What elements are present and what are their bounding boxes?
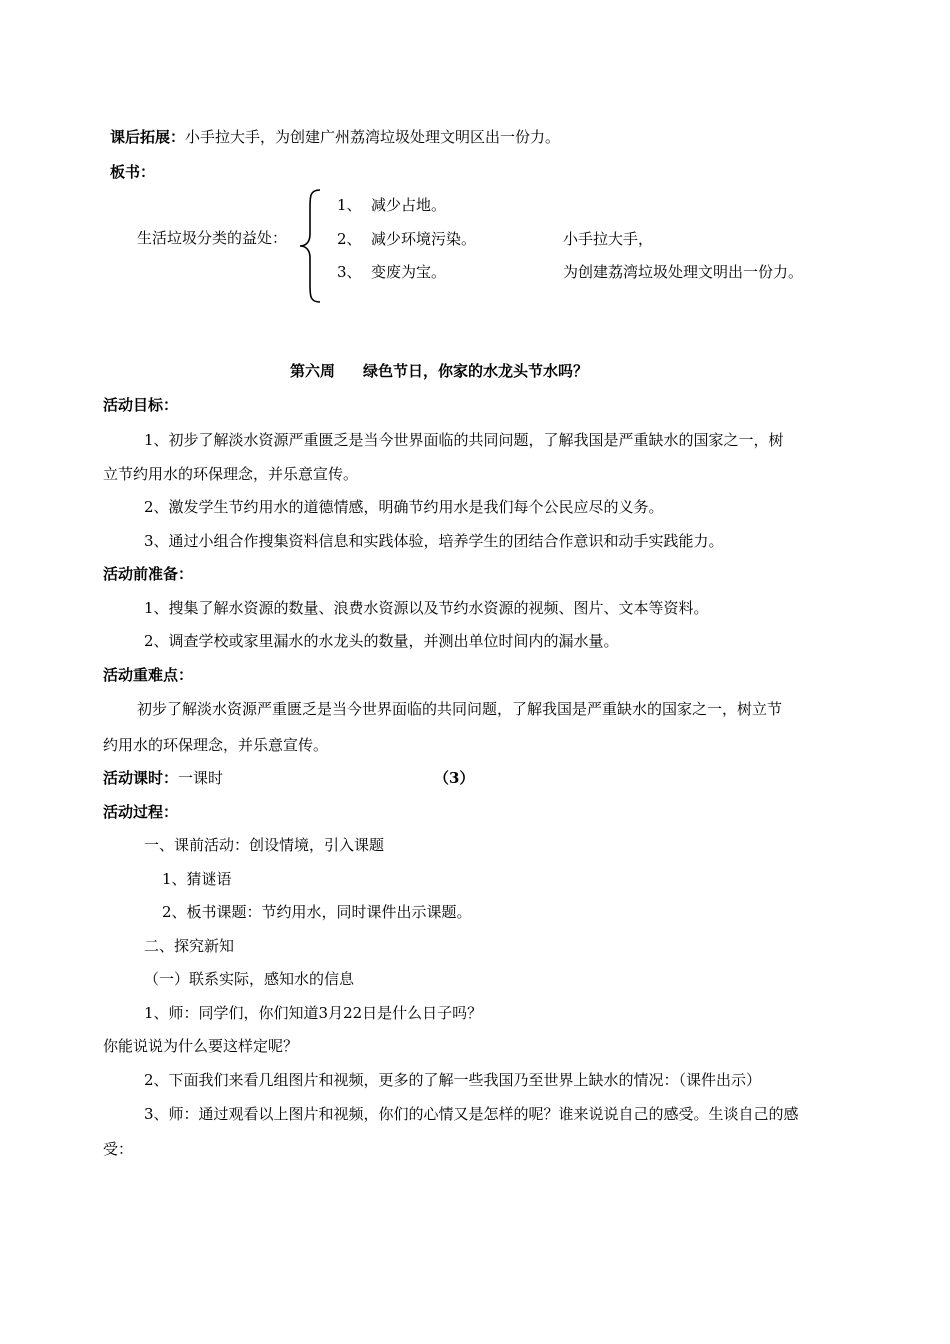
process-step-1-2: 2、板书课题：节约用水，同时课件出示课题。: [162, 903, 472, 921]
section-title-week: 第六周: [290, 362, 336, 380]
key-points-label: 活动重难点：: [103, 666, 194, 684]
process-label: 活动过程：: [103, 803, 179, 821]
extension-text: 小手拉大手，为创建广州荔湾垃圾处理文明区出一份力。: [185, 128, 561, 146]
hours-label: 活动课时：: [103, 769, 179, 787]
process-step-2-a: （一）联系实际，感知水的信息: [144, 970, 355, 988]
extension-line: [110, 127, 560, 147]
board-item-3-num: 3、: [337, 263, 362, 281]
board-right-line-1: 小手拉大手，: [563, 230, 654, 248]
board-right-line-2: 为创建荔湾垃圾处理文明出一份力。: [563, 263, 804, 281]
board-item-1: [337, 195, 447, 215]
section-title: [290, 361, 588, 381]
preparation-label: 活动前准备：: [103, 565, 194, 583]
board-item-1-text: 减少占地。: [371, 196, 447, 214]
goals-item3: 3、通过小组合作搜集资料信息和实践体验，培养学生的团结合作意识和动手实践能力。: [144, 532, 724, 550]
board-item-2-num: 2、: [337, 230, 362, 248]
board-item-3: [337, 262, 447, 282]
goals-item1-line2: 立节约用水的环保理念，并乐意宣传。: [103, 465, 359, 483]
preparation-item1: 1、搜集了解水资源的数量、浪费水资源以及节约水资源的视频、图片、文本等资料。: [144, 599, 709, 617]
key-points-line2: 约用水的环保理念，并乐意宣传。: [103, 736, 329, 754]
process-para-2: 2、下面我们来看几组图片和视频，更多的了解一些我国乃至世界上缺水的情况：（课件出示）: [144, 1071, 762, 1089]
process-step-1: 一、课前活动：创设情境，引入课题: [144, 836, 385, 854]
process-para-1: 1、师：同学们，你们知道3月22日是什么日子吗？: [144, 1004, 483, 1022]
process-para-3-line1: 3、师：通过观看以上图片和视频，你们的心情又是怎样的呢？谁来说说自己的感受。生谈自己的感: [144, 1105, 799, 1123]
goals-item1-line1: 1、初步了解淡水资源严重匮乏是当今世界面临的共同问题，了解我国是严重缺水的国家之一，树: [144, 431, 784, 449]
extension-label: 课后拓展：: [110, 128, 186, 146]
board-item-3-text: 变废为宝。: [371, 263, 447, 281]
process-para-1b: 你能说说为什么要这样定呢？: [103, 1037, 299, 1055]
board-item-1-num: 1、: [337, 196, 362, 214]
preparation-item2: 2、调查学校或家里漏水的水龙头的数量，并测出单位时间内的漏水量。: [144, 632, 619, 650]
hours-line: [103, 768, 223, 788]
section-title-text: 绿色节日，你家的水龙头节水吗？: [363, 362, 589, 380]
hours-value: 一课时: [178, 769, 224, 787]
process-para-3-line2: 受：: [103, 1140, 134, 1158]
key-points-line1: 初步了解淡水资源严重匮乏是当今世界面临的共同问题，了解我国是严重缺水的国家之一，树立节: [137, 700, 783, 718]
board-label: 板书：: [110, 163, 156, 181]
goals-item2: 2、激发学生节约用水的道德情感，明确节约用水是我们每个公民应尽的义务。: [144, 498, 664, 516]
goals-label: 活动目标：: [103, 396, 179, 414]
process-step-2: 二、探究新知: [144, 937, 235, 955]
board-left-label: 生活垃圾分类的益处：: [137, 229, 288, 247]
board-item-2: [337, 229, 477, 249]
board-item-2-text: 减少环境污染。: [371, 230, 477, 248]
curly-brace-icon: [296, 186, 326, 306]
process-step-1-1: 1、猜谜语: [162, 870, 232, 888]
hours-number: （3）: [434, 769, 475, 787]
